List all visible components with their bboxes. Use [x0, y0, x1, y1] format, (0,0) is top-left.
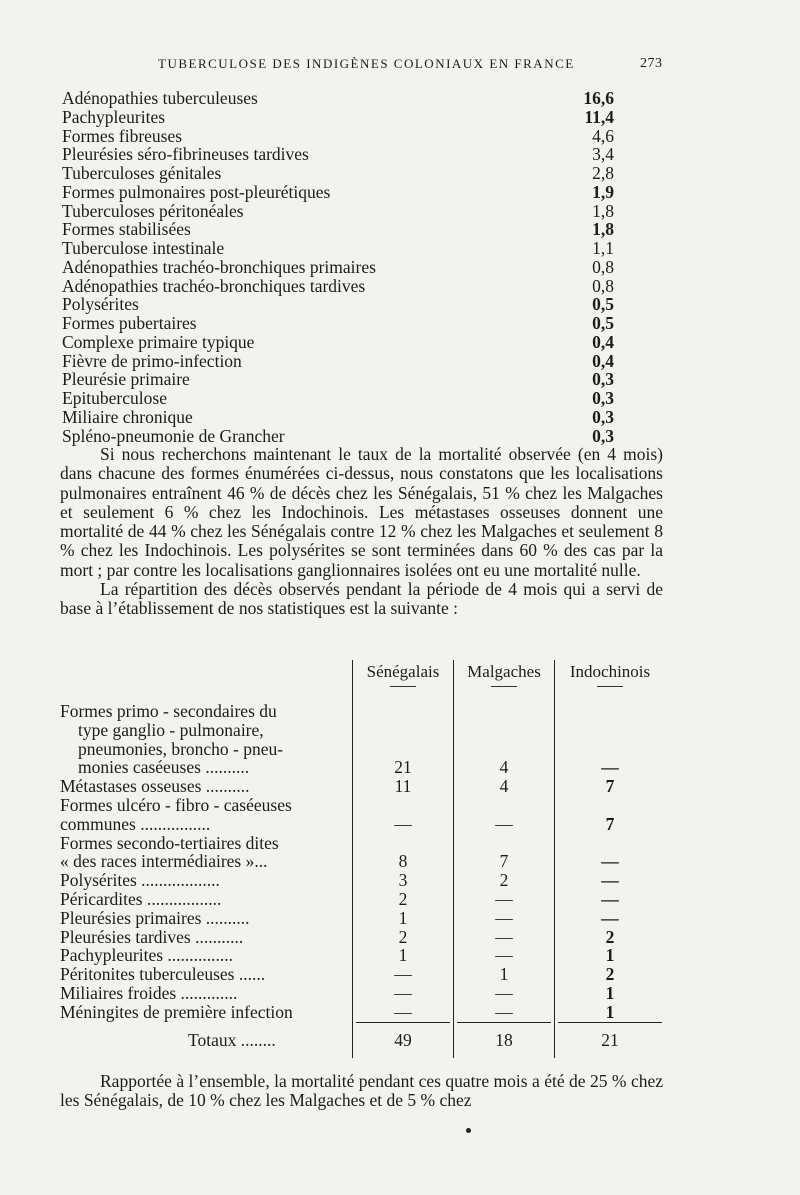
- row-label: communes ................: [60, 813, 211, 834]
- totals-rule: [558, 1022, 662, 1023]
- stat-row: [62, 108, 614, 127]
- cell-sen: 2: [398, 889, 408, 909]
- header-dash: [597, 686, 623, 687]
- header-dash: [390, 686, 416, 687]
- row-label: Péritonites tuberculeuses ......: [60, 964, 266, 985]
- row-label: Formes primo - secondaires du: [60, 701, 277, 721]
- body-text: [60, 445, 663, 619]
- row-label: Métastases osseuses ..........: [60, 776, 250, 797]
- table-row: [60, 777, 672, 796]
- table-row: [60, 1003, 672, 1022]
- stat-row: [62, 277, 614, 296]
- cell-sen: 2: [398, 926, 408, 947]
- cell-ind: —: [601, 889, 619, 909]
- stat-value: 11,4: [584, 106, 614, 127]
- cell-mal: —: [495, 889, 513, 909]
- stat-row: [62, 408, 614, 427]
- row-label: « des races intermédiaires »...: [60, 851, 268, 872]
- table-row: [60, 984, 672, 1003]
- cell-ind: —: [601, 870, 619, 891]
- cell-ind: 1: [605, 983, 615, 1003]
- stat-value: 0,4: [592, 331, 614, 352]
- paragraph-distribution: La répartition des décès observés pendant la période de 4 mois qui a servi de base à l’établissement de nos statistiques est la suivante :: [60, 579, 663, 619]
- table-row: [60, 928, 672, 947]
- cell-ind: 7: [605, 776, 615, 797]
- closing-text: [60, 1072, 663, 1111]
- cell-mal: —: [495, 813, 513, 834]
- stat-value: 3,4: [592, 144, 614, 165]
- stat-value: 0,3: [592, 425, 614, 446]
- stat-row: [62, 145, 614, 164]
- stat-label: Formes fibreuses: [62, 125, 183, 146]
- row-label: monies caséeuses ..........: [78, 757, 250, 778]
- row-label: Polysérites ..................: [60, 870, 220, 891]
- stat-row: [62, 427, 614, 446]
- column-header-indochinois: Indochinois: [569, 662, 651, 681]
- cell-sen: 11: [394, 776, 412, 797]
- stat-value: 1,9: [592, 181, 614, 202]
- cell-sen: —: [394, 983, 412, 1003]
- stat-value: 0,5: [592, 313, 614, 333]
- stat-row: [62, 127, 614, 146]
- cell-sen: —: [394, 813, 412, 834]
- page-number: 273: [640, 56, 663, 71]
- paragraph-closing: Rapportée à l’ensemble, la mortalité pendant ces quatre mois a été de 25 % chez les Sénégalais, de 10 % chez les Malgaches et de 5 % chez: [60, 1071, 663, 1111]
- totals-malgaches: 18: [495, 1030, 513, 1050]
- stat-value: 0,5: [592, 294, 614, 315]
- totals-senegalais: 49: [394, 1030, 412, 1050]
- cell-sen: 1: [398, 945, 408, 966]
- totals-indochinois: 21: [601, 1030, 619, 1050]
- row-label: Pachypleurites ...............: [60, 945, 234, 966]
- stat-label: Pleurésie primaire: [62, 369, 190, 390]
- stat-row: [62, 202, 614, 221]
- header-dash: [491, 686, 517, 687]
- stat-row: [62, 183, 614, 202]
- stat-label: Miliaire chronique: [62, 406, 193, 427]
- cell-mal: 2: [499, 870, 509, 891]
- totals-rule: [457, 1022, 551, 1023]
- stat-row: [62, 164, 614, 183]
- table-row: [60, 890, 672, 909]
- stat-value: 1,1: [592, 238, 614, 258]
- stat-row: [62, 239, 614, 258]
- table-row-continuation: [60, 740, 672, 759]
- row-label: pneumonies, broncho - pneu-: [78, 738, 284, 759]
- stat-label: Adénopathies tuberculeuses: [62, 88, 258, 108]
- cell-ind: —: [601, 851, 619, 872]
- table-row-continuation: [60, 834, 672, 853]
- stat-label: Pachypleurites: [62, 106, 166, 127]
- table-row: [60, 871, 672, 890]
- stat-value: 0,3: [592, 388, 614, 408]
- running-header: [0, 56, 800, 76]
- cell-sen: 3: [398, 870, 408, 891]
- table-row: [60, 946, 672, 965]
- cell-ind: —: [601, 757, 619, 778]
- cell-sen: —: [394, 964, 412, 985]
- row-label: Péricardites .................: [60, 889, 222, 909]
- table-row: [60, 852, 672, 871]
- column-header-senegalais: Sénégalais: [366, 662, 440, 681]
- cell-ind: 1: [605, 945, 615, 966]
- stat-row: [62, 314, 614, 333]
- stat-label: Fièvre de primo-infection: [62, 350, 242, 371]
- stat-row: [62, 333, 614, 352]
- stat-label: Formes pubertaires: [62, 313, 197, 333]
- stat-value: 16,6: [583, 88, 614, 108]
- totals-rule: [356, 1022, 450, 1023]
- totals-row: [60, 1030, 672, 1050]
- stat-label: Formes stabilisées: [62, 219, 191, 240]
- stat-row: [62, 370, 614, 389]
- table-row-continuation: [60, 796, 672, 815]
- stat-value: 0,3: [592, 369, 614, 390]
- table-row-continuation: [60, 721, 672, 740]
- row-label: Pleurésies primaires ..........: [60, 907, 250, 928]
- cell-mal: —: [495, 926, 513, 947]
- cell-mal: —: [495, 907, 513, 928]
- stat-row: [62, 89, 614, 108]
- stat-value: 2,8: [592, 163, 614, 183]
- cell-sen: 8: [398, 851, 408, 872]
- cell-mal: —: [495, 945, 513, 966]
- stat-value: 0,8: [592, 275, 614, 296]
- stat-label: Tuberculoses péritonéales: [62, 200, 244, 221]
- table-row: [60, 815, 672, 834]
- cell-sen: 21: [394, 757, 412, 778]
- cell-mal: 4: [499, 776, 509, 797]
- stat-label: Polysérites: [62, 294, 139, 315]
- stat-value: 0,4: [592, 350, 614, 371]
- stat-label: Spléno-pneumonie de Grancher: [62, 425, 285, 446]
- row-label: Formes secondo-tertiaires dites: [60, 832, 279, 853]
- cell-ind: —: [601, 907, 619, 928]
- stat-label: Tuberculose intestinale: [62, 238, 225, 258]
- mortality-rate-list: [62, 89, 614, 445]
- row-label: Méningites de première infection: [60, 1001, 293, 1022]
- row-label: Miliaires froides .............: [60, 983, 238, 1003]
- cell-mal: 1: [499, 964, 509, 985]
- cell-mal: 4: [499, 757, 509, 778]
- stat-label: Adénopathies trachéo-bronchiques primaires: [62, 256, 376, 277]
- stat-value: 1,8: [592, 219, 614, 240]
- cell-sen: —: [394, 1001, 412, 1022]
- table-row: [60, 758, 672, 777]
- deaths-table: [60, 660, 672, 1060]
- cell-mal: —: [495, 983, 513, 1003]
- cell-sen: 1: [398, 907, 408, 928]
- cell-ind: 2: [605, 964, 615, 985]
- cell-ind: 7: [605, 813, 615, 834]
- row-label: Formes ulcéro - fibro - caséeuses: [60, 795, 292, 815]
- cell-mal: —: [495, 1001, 513, 1022]
- stat-row: [62, 352, 614, 371]
- table-row: [60, 965, 672, 984]
- stat-label: Epituberculose: [62, 388, 167, 408]
- totals-label: Totaux ........: [188, 1030, 276, 1050]
- cell-ind: 1: [605, 1001, 615, 1022]
- column-header-malgaches: Malgaches: [467, 662, 541, 681]
- stat-value: 1,8: [592, 200, 614, 221]
- cell-mal: 7: [499, 851, 509, 872]
- stat-row: [62, 389, 614, 408]
- page-bullet: [466, 1128, 471, 1133]
- stat-row: [62, 295, 614, 314]
- paragraph-mortality: Si nous recherchons maintenant le taux de la mortalité observée (en 4 mois) dans chacune des formes énumérées ci-dessus, nous constatons que les localisations pulmonaires entraînent 46 % de décès chez les Sénégalais, 51 % chez les Malgaches et seulement 6 % chez les Indochinois. Les métastases osseuses donnent une mortalité de 44 % chez les Sénégalais contre 12 % chez les Malgaches et seulement 8 % chez les Indochinois. Les polysérites se sont terminées dans 60 % des cas par la mort ; par contre les localisations ganglionnaires isolées ont eu une mortalité nulle.: [60, 444, 663, 580]
- stat-label: Complexe primaire typique: [62, 331, 255, 352]
- stat-row: [62, 258, 614, 277]
- stat-label: Tuberculoses génitales: [62, 163, 222, 183]
- table-row: [60, 909, 672, 928]
- stat-label: Adénopathies trachéo-bronchiques tardives: [62, 275, 366, 296]
- row-label: type ganglio - pulmonaire,: [78, 719, 264, 740]
- stat-value: 0,8: [592, 256, 614, 277]
- stat-row: [62, 220, 614, 239]
- cell-ind: 2: [605, 926, 615, 947]
- stat-value: 4,6: [592, 125, 614, 146]
- stat-label: Formes pulmonaires post-pleurétiques: [62, 181, 331, 202]
- stat-label: Pleurésies séro-fibrineuses tardives: [62, 144, 309, 165]
- row-label: Pleurésies tardives ...........: [60, 926, 244, 947]
- table-row-continuation: [60, 702, 672, 721]
- stat-value: 0,3: [592, 406, 614, 427]
- running-title: TUBERCULOSE DES INDIGÈNES COLONIAUX EN FRANCE: [158, 56, 575, 71]
